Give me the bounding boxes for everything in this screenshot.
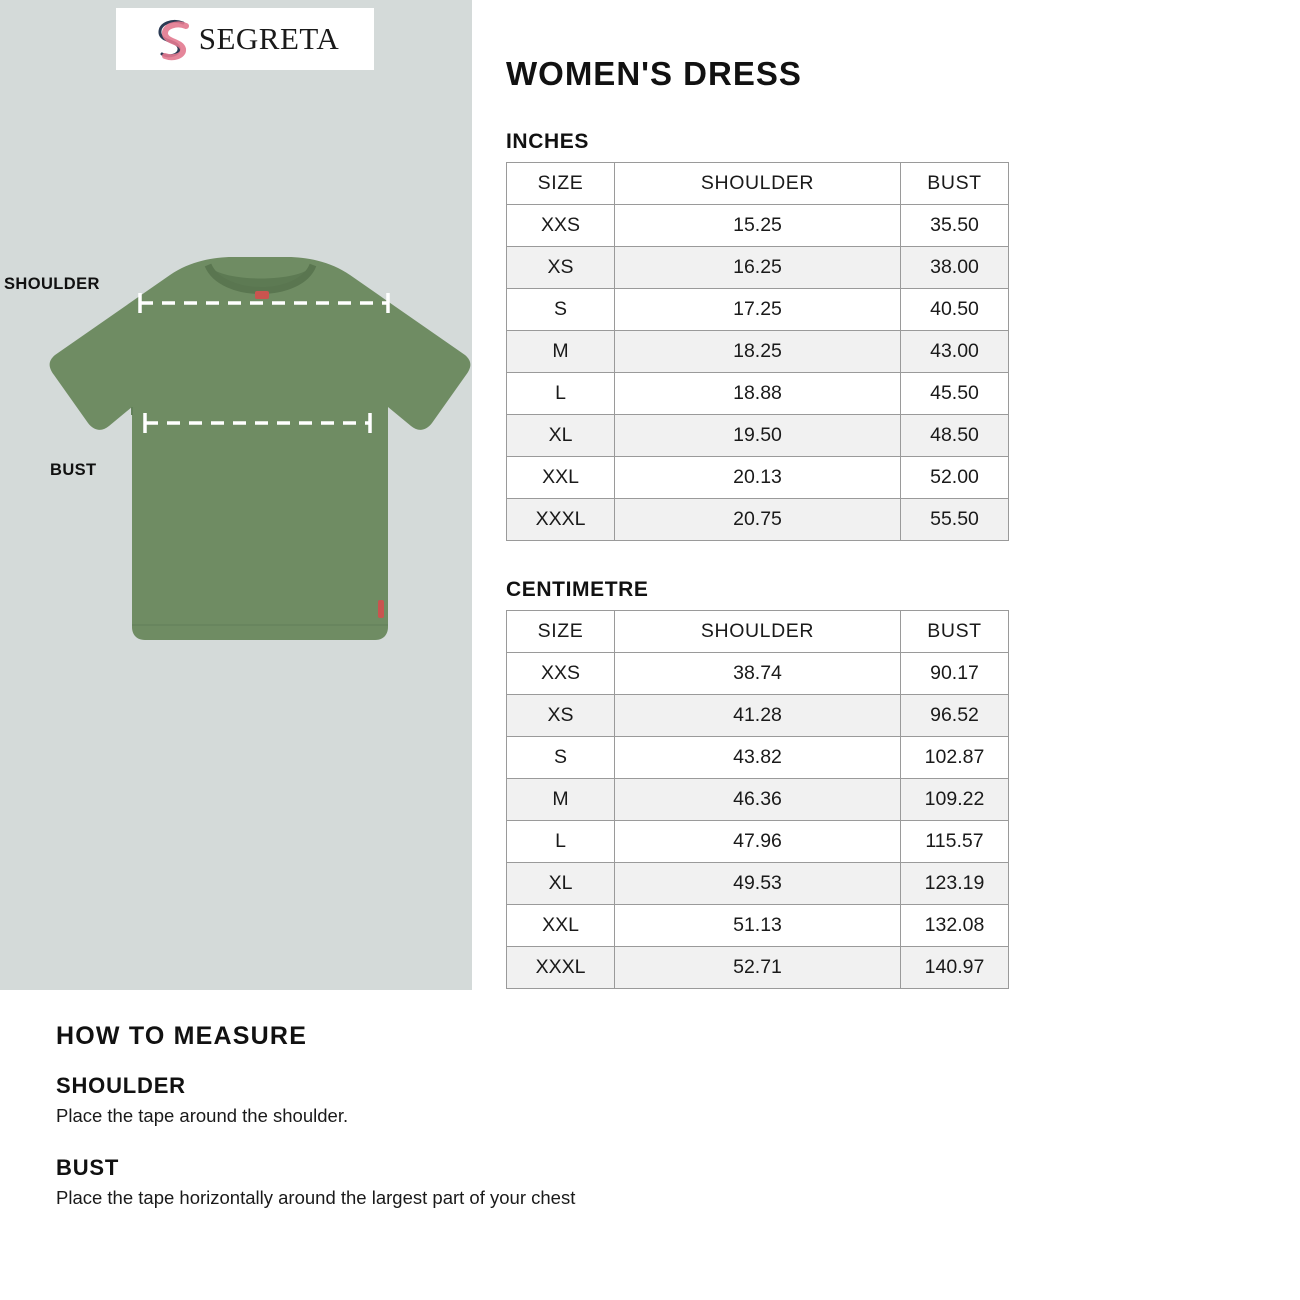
cell-shoulder: 20.13 xyxy=(615,457,901,499)
cell-bust: 132.08 xyxy=(901,905,1009,947)
column-header-size: SIZE xyxy=(507,611,615,653)
cell-bust: 43.00 xyxy=(901,331,1009,373)
howto-shoulder-title: SHOULDER xyxy=(56,1073,186,1098)
table-row xyxy=(507,737,1009,779)
cell-shoulder: 15.25 xyxy=(615,205,901,247)
table-row xyxy=(507,947,1009,989)
table-row xyxy=(507,331,1009,373)
size-chart-content xyxy=(506,0,1286,989)
cell-bust: 109.22 xyxy=(901,779,1009,821)
cell-bust: 140.97 xyxy=(901,947,1009,989)
illustration-panel xyxy=(0,0,472,990)
cell-bust: 123.19 xyxy=(901,863,1009,905)
cell-shoulder: 16.25 xyxy=(615,247,901,289)
how-to-measure-title: HOW TO MEASURE xyxy=(56,1022,308,1050)
column-header-shoulder: SHOULDER xyxy=(615,163,901,205)
cell-shoulder: 38.74 xyxy=(615,653,901,695)
column-header-shoulder: SHOULDER xyxy=(615,611,901,653)
cell-size: XXL xyxy=(507,905,615,947)
cell-shoulder: 49.53 xyxy=(615,863,901,905)
cell-size: XS xyxy=(507,695,615,737)
cell-size: XL xyxy=(507,863,615,905)
table-row xyxy=(507,289,1009,331)
cell-size: S xyxy=(507,289,615,331)
cell-bust: 96.52 xyxy=(901,695,1009,737)
centimetre-size-table xyxy=(506,610,1009,989)
cell-bust: 45.50 xyxy=(901,373,1009,415)
cell-shoulder: 20.75 xyxy=(615,499,901,541)
cell-shoulder: 41.28 xyxy=(615,695,901,737)
table-header-row xyxy=(507,163,1009,205)
cell-shoulder: 18.25 xyxy=(615,331,901,373)
tshirt-illustration xyxy=(40,255,480,655)
cell-size: XXS xyxy=(507,653,615,695)
howto-bust-title: BUST xyxy=(56,1155,120,1180)
table-row xyxy=(507,779,1009,821)
cell-shoulder: 46.36 xyxy=(615,779,901,821)
cell-size: S xyxy=(507,737,615,779)
cell-bust: 115.57 xyxy=(901,821,1009,863)
cell-bust: 38.00 xyxy=(901,247,1009,289)
cell-shoulder: 43.82 xyxy=(615,737,901,779)
cell-bust: 48.50 xyxy=(901,415,1009,457)
table-row xyxy=(507,653,1009,695)
brand-name: SEGRETA xyxy=(198,21,340,56)
table-row xyxy=(507,373,1009,415)
cell-bust: 35.50 xyxy=(901,205,1009,247)
cell-size: XXXL xyxy=(507,947,615,989)
cell-bust: 40.50 xyxy=(901,289,1009,331)
cell-size: XXL xyxy=(507,457,615,499)
cell-size: L xyxy=(507,821,615,863)
cell-shoulder: 18.88 xyxy=(615,373,901,415)
cell-shoulder: 51.13 xyxy=(615,905,901,947)
table-row xyxy=(507,695,1009,737)
column-header-bust: BUST xyxy=(901,163,1009,205)
table-row xyxy=(507,205,1009,247)
cell-size: XXS xyxy=(507,205,615,247)
cell-size: M xyxy=(507,331,615,373)
column-header-bust: BUST xyxy=(901,611,1009,653)
cell-shoulder: 47.96 xyxy=(615,821,901,863)
how-to-measure-section xyxy=(56,1022,1156,1209)
cell-size: XXXL xyxy=(507,499,615,541)
table-row xyxy=(507,905,1009,947)
brand-logo xyxy=(116,8,374,70)
table-row xyxy=(507,415,1009,457)
shoulder-measure-label: SHOULDER xyxy=(4,275,100,293)
segreta-swirl-icon xyxy=(151,17,197,61)
cell-shoulder: 19.50 xyxy=(615,415,901,457)
howto-bust-description: Place the tape horizontally around the largest part of your chest xyxy=(56,1187,576,1208)
cell-bust: 102.87 xyxy=(901,737,1009,779)
inches-size-table xyxy=(506,162,1009,541)
cell-shoulder: 17.25 xyxy=(615,289,901,331)
table-row xyxy=(507,863,1009,905)
cell-size: M xyxy=(507,779,615,821)
centimetre-section-title: CENTIMETRE xyxy=(506,578,649,601)
cell-size: XS xyxy=(507,247,615,289)
cell-bust: 52.00 xyxy=(901,457,1009,499)
table-row xyxy=(507,457,1009,499)
table-row xyxy=(507,821,1009,863)
table-row xyxy=(507,499,1009,541)
cell-bust: 55.50 xyxy=(901,499,1009,541)
cell-size: XL xyxy=(507,415,615,457)
bust-measure-label: BUST xyxy=(50,461,97,479)
cell-bust: 90.17 xyxy=(901,653,1009,695)
cell-shoulder: 52.71 xyxy=(615,947,901,989)
column-header-size: SIZE xyxy=(507,163,615,205)
cell-size: L xyxy=(507,373,615,415)
inches-section-title: INCHES xyxy=(506,130,589,153)
page-title: WOMEN'S DRESS xyxy=(506,55,802,92)
table-header-row xyxy=(507,611,1009,653)
table-row xyxy=(507,247,1009,289)
howto-shoulder-description: Place the tape around the shoulder. xyxy=(56,1105,349,1126)
